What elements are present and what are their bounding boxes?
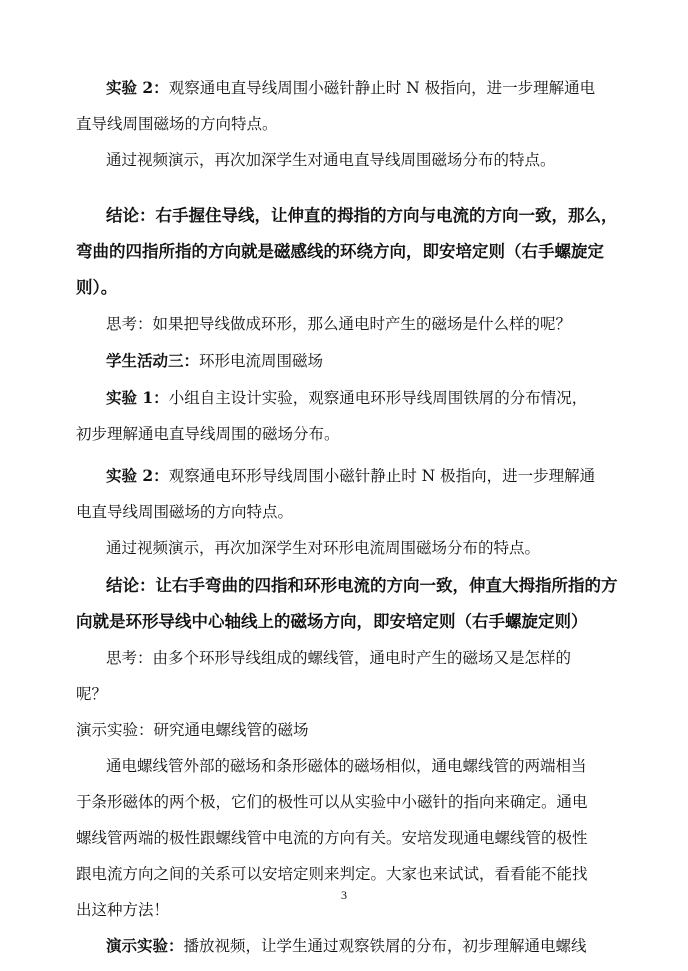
- conclusion-2-line-2: 向就是环形导线中心轴线上的磁场方向，即安培定则（右手螺旋定则）: [76, 612, 588, 631]
- think-question-2-line-1: 思考：由多个环形导线组成的螺线管，通电时产生的磁场又是怎样的: [106, 649, 572, 667]
- demo-experiment-title: 演示实验：研究通电螺线管的磁场: [76, 721, 309, 739]
- body-line-3: 螺线管两端的极性跟螺线管中电流的方向有关。安培发现通电螺线管的极性: [76, 829, 588, 847]
- experiment-2b-line-2: 电直导线周围磁场的方向特点。: [76, 503, 294, 521]
- conclusion-2-line-1: 结论：让右手弯曲的四指和环形电流的方向一致，伸直大拇指所指的方: [106, 576, 618, 595]
- demo-experiment-2-line-1: 演示实验：播放视频，让学生通过观察铁屑的分布，初步理解通电螺线: [106, 936, 587, 955]
- think-question-1: 思考：如果把导线做成环形，那么通电时产生的磁场是什么样的呢？: [106, 315, 572, 333]
- think-question-2-line-2: 呢？: [76, 685, 108, 703]
- body-line-5: 出这种方法！: [76, 901, 170, 919]
- conclusion-1-line-1: 结论：右手握住导线，让伸直的拇指的方向与电流的方向一致，那么，: [106, 206, 618, 225]
- experiment-1b-line-1: 实验 1：小组自主设计实验，观察通电环形导线周围铁屑的分布情况，: [106, 388, 588, 407]
- conclusion-1-line-3: 则）。: [76, 278, 118, 297]
- body-line-4: 跟电流方向之间的关系可以安培定则来判定。大家也来试试，看看能不能找: [76, 865, 588, 883]
- page-number: 3: [341, 888, 347, 902]
- conclusion-1-line-2: 弯曲的四指所指的方向就是磁感线的环绕方向，即安培定则（右手螺旋定: [76, 242, 604, 261]
- body-line-1: 通电螺线管外部的磁场和条形磁体的磁场相似，通电螺线管的两端相当: [106, 757, 587, 775]
- video-demo-1: 通过视频演示，再次加深学生对通电直导线周围磁场分布的特点。: [106, 151, 556, 169]
- experiment-2-line-1: 实验 2：观察通电直导线周围小磁针静止时 N 极指向，进一步理解通电: [106, 78, 596, 97]
- experiment-1b-line-2: 初步理解通电直导线周围的磁场分布。: [76, 425, 340, 443]
- video-demo-2: 通过视频演示，再次加深学生对环形电流周围磁场分布的特点。: [106, 539, 541, 557]
- body-line-2: 于条形磁体的两个极，它们的极性可以从实验中小磁针的指向来确定。通电: [76, 793, 588, 811]
- experiment-2-line-2: 直导线周围磁场的方向特点。: [76, 115, 278, 133]
- experiment-2b-line-1: 实验 2：观察通电环形导线周围小磁针静止时 N 极指向，进一步理解通: [106, 466, 596, 485]
- activity-3-heading: 学生活动三：环形电流周围磁场: [106, 351, 324, 370]
